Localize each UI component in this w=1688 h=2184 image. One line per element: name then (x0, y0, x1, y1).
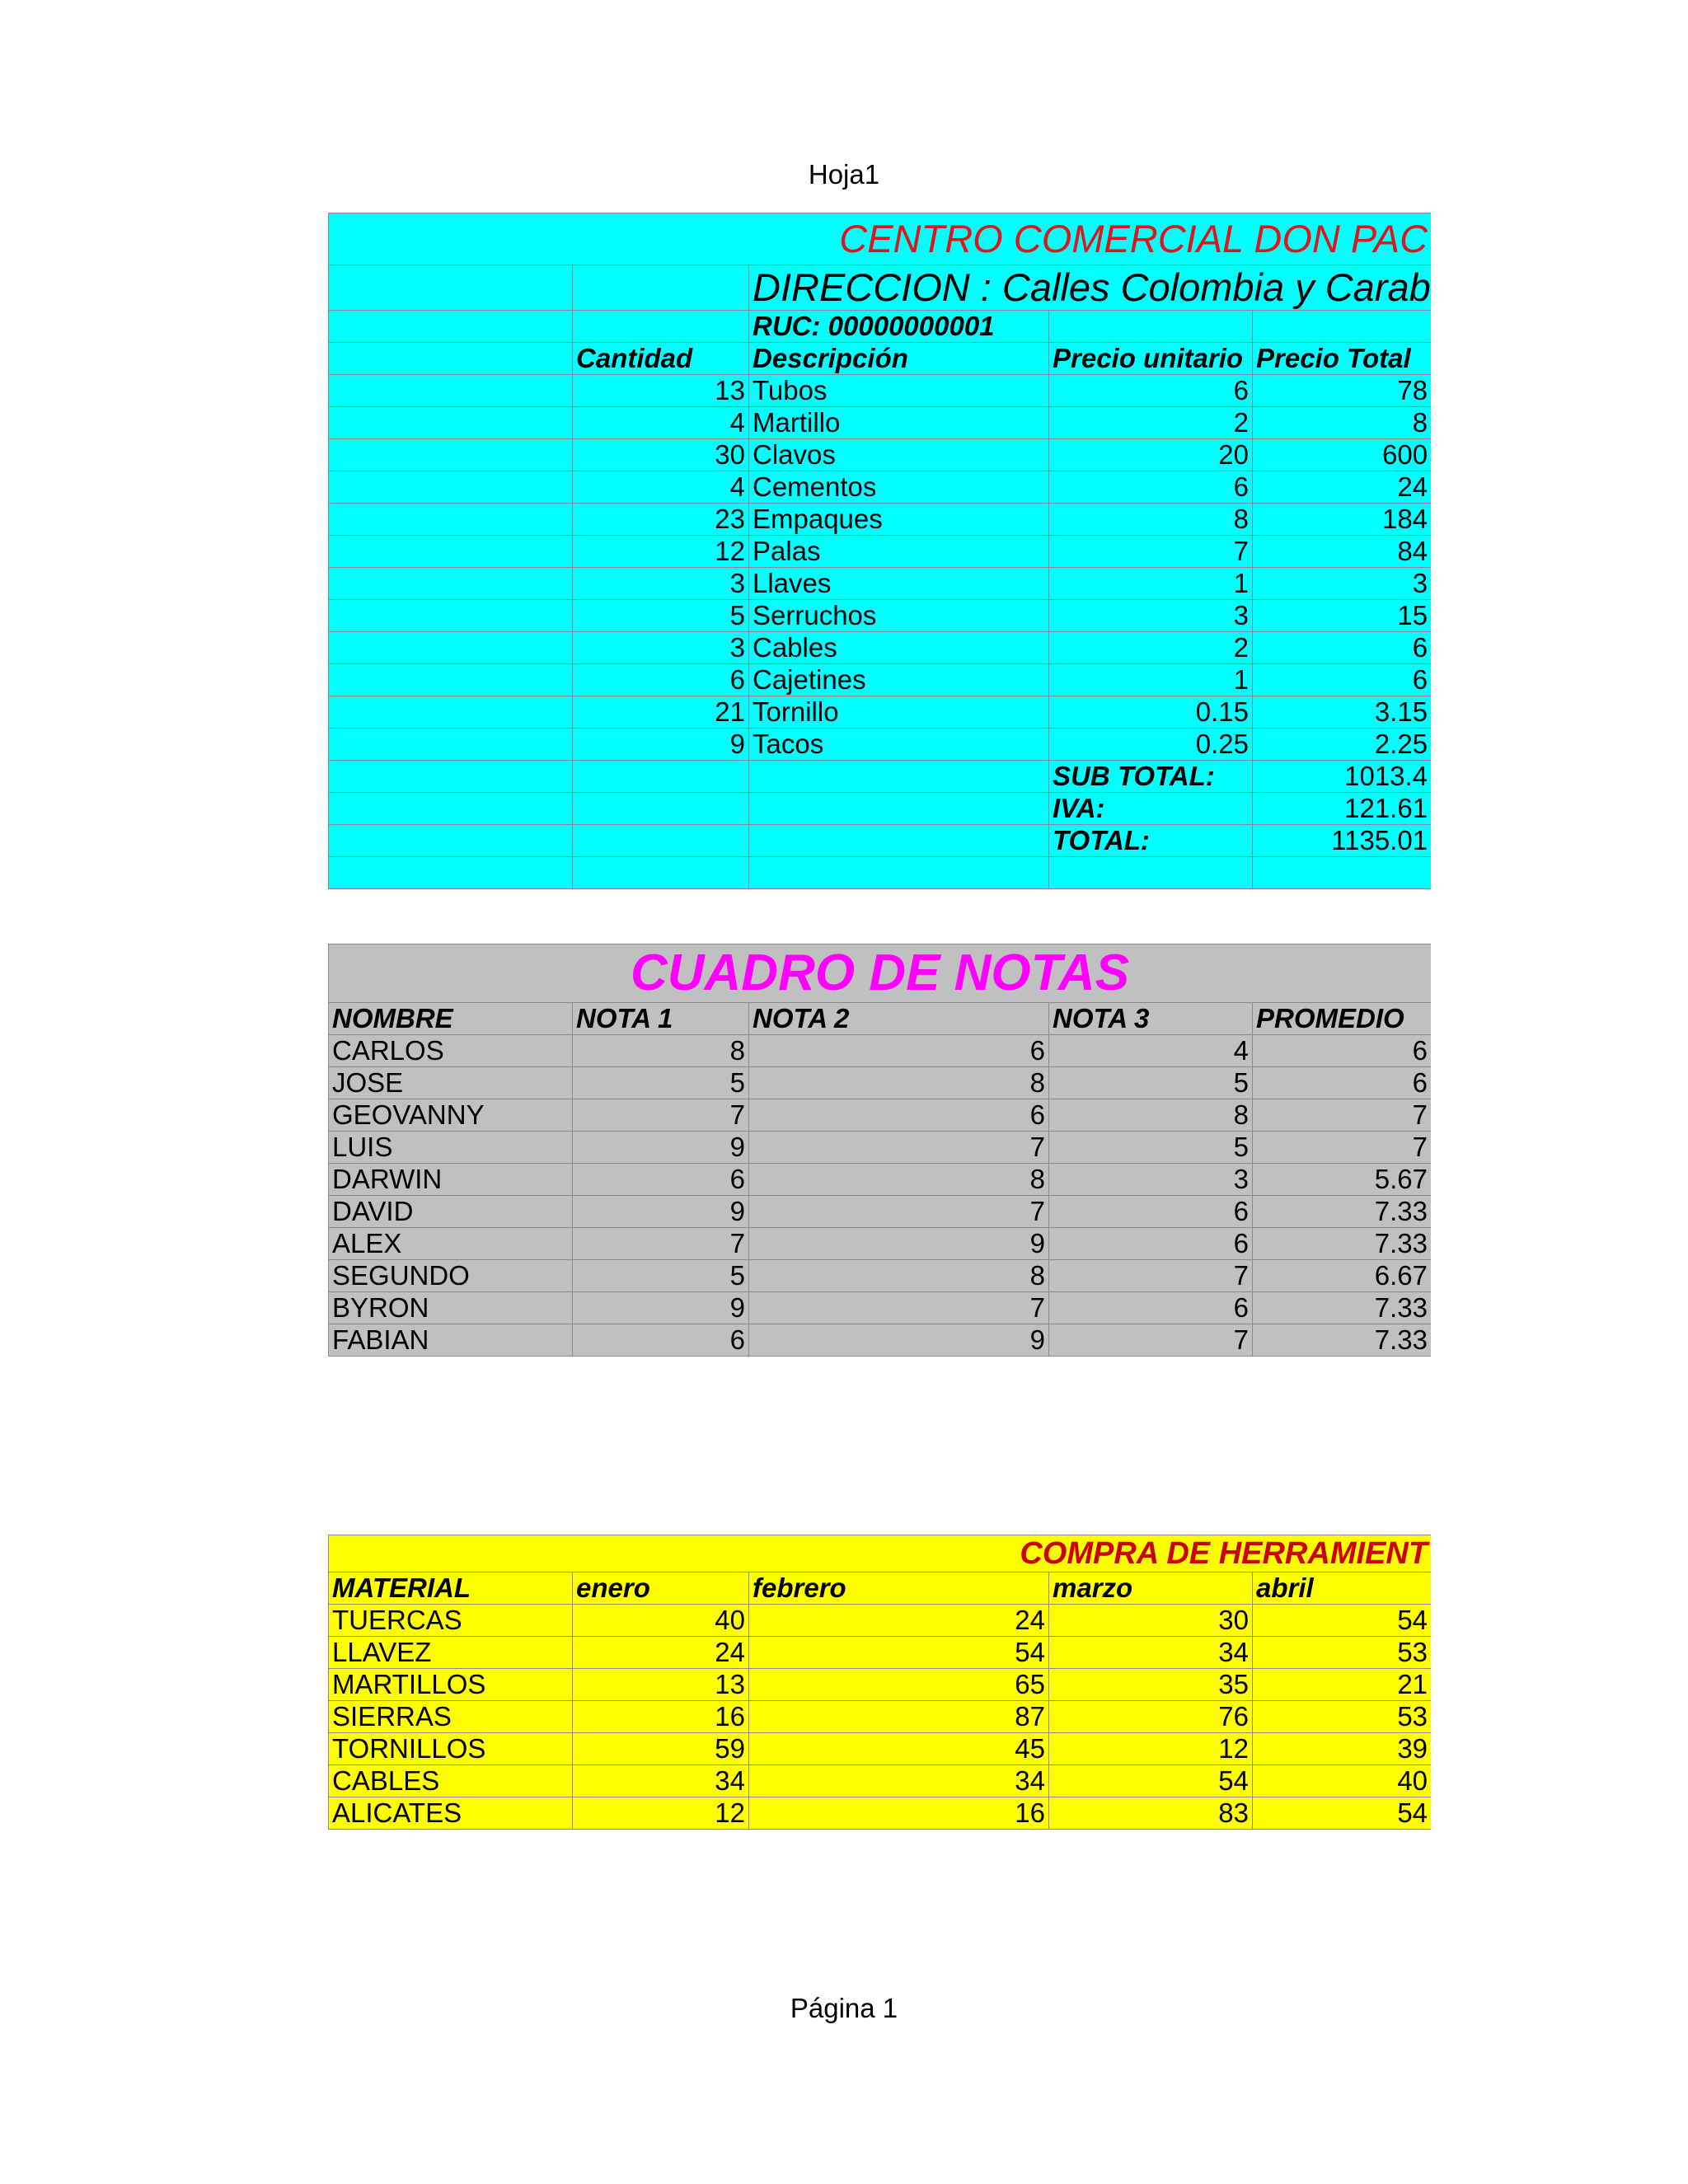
material-name: CABLES (329, 1765, 573, 1797)
month-value: 54 (1253, 1797, 1432, 1830)
qty-cell: 9 (573, 729, 749, 761)
month-value: 16 (749, 1797, 1049, 1830)
student-name: FABIAN (329, 1324, 573, 1357)
grade-value: 8 (1049, 1099, 1253, 1132)
invoice-ruc: RUC: 00000000001 (749, 311, 1049, 343)
purchase-row (329, 1701, 1432, 1733)
invoice-row (329, 664, 1432, 696)
header-enero: enero (573, 1572, 749, 1605)
grade-value: 6 (573, 1324, 749, 1357)
total-value: 1013.4 (1253, 761, 1432, 793)
invoice-title: CENTRO COMERCIAL DON PAC (329, 213, 1432, 265)
month-value: 65 (749, 1669, 1049, 1701)
header-febrero: febrero (749, 1572, 1049, 1605)
month-value: 45 (749, 1733, 1049, 1765)
empty-cell (749, 793, 1049, 825)
description-cell: Palas (749, 536, 1049, 568)
empty-cell (329, 504, 573, 536)
total-price-cell: 6 (1253, 664, 1432, 696)
unit-price-cell: 6 (1049, 471, 1253, 504)
total-price-cell: 8 (1253, 407, 1432, 439)
header-descripcion: Descripción (749, 343, 1049, 375)
header-nota-2: NOTA 2 (749, 1003, 1049, 1035)
month-value: 83 (1049, 1797, 1253, 1830)
empty-cell (329, 761, 573, 793)
student-name: DAVID (329, 1196, 573, 1228)
grade-row (329, 1228, 1432, 1260)
invoice-row (329, 407, 1432, 439)
grade-value: 7 (1049, 1260, 1253, 1292)
grade-row (329, 1196, 1432, 1228)
empty-cell (573, 825, 749, 857)
header-material: MATERIAL (329, 1572, 573, 1605)
total-price-cell: 15 (1253, 600, 1432, 632)
grade-value: 6 (749, 1035, 1049, 1067)
grade-value: 9 (573, 1292, 749, 1324)
description-cell: Clavos (749, 439, 1049, 471)
grade-value: 8 (749, 1164, 1049, 1196)
month-value: 34 (1049, 1637, 1253, 1669)
unit-price-cell: 0.15 (1049, 696, 1253, 729)
total-price-cell: 2.25 (1253, 729, 1432, 761)
grade-value: 5 (573, 1260, 749, 1292)
student-name: CARLOS (329, 1035, 573, 1067)
grade-value: 9 (573, 1196, 749, 1228)
qty-cell: 23 (573, 504, 749, 536)
total-price-cell: 6 (1253, 632, 1432, 664)
empty-cell (329, 407, 573, 439)
empty-cell (749, 825, 1049, 857)
month-value: 30 (1049, 1605, 1253, 1637)
student-name: ALEX (329, 1228, 573, 1260)
grade-value: 3 (1049, 1164, 1253, 1196)
grade-value: 6.67 (1253, 1260, 1432, 1292)
empty-cell (329, 664, 573, 696)
empty-cell (329, 568, 573, 600)
total-price-cell: 3.15 (1253, 696, 1432, 729)
month-value: 34 (749, 1765, 1049, 1797)
material-name: TUERCAS (329, 1605, 573, 1637)
grade-value: 7.33 (1253, 1196, 1432, 1228)
header-cantidad: Cantidad (573, 343, 749, 375)
unit-price-cell: 2 (1049, 407, 1253, 439)
student-name: JOSE (329, 1067, 573, 1099)
invoice-total-row (329, 793, 1432, 825)
month-value: 34 (573, 1765, 749, 1797)
empty-cell (749, 761, 1049, 793)
month-value: 39 (1253, 1733, 1432, 1765)
grade-value: 4 (1049, 1035, 1253, 1067)
month-value: 12 (1049, 1733, 1253, 1765)
header-nombre: NOMBRE (329, 1003, 573, 1035)
empty-cell (329, 825, 573, 857)
unit-price-cell: 7 (1049, 536, 1253, 568)
empty-cell (573, 761, 749, 793)
grade-row (329, 1324, 1432, 1357)
month-value: 76 (1049, 1701, 1253, 1733)
grade-value: 6 (1049, 1228, 1253, 1260)
student-name: SEGUNDO (329, 1260, 573, 1292)
month-value: 54 (1253, 1605, 1432, 1637)
page-header: Hoja1 (808, 159, 880, 190)
month-value: 16 (573, 1701, 749, 1733)
empty-cell (573, 793, 749, 825)
total-label: TOTAL: (1049, 825, 1253, 857)
description-cell: Serruchos (749, 600, 1049, 632)
month-value: 53 (1253, 1637, 1432, 1669)
qty-cell: 4 (573, 471, 749, 504)
qty-cell: 3 (573, 568, 749, 600)
description-cell: Cables (749, 632, 1049, 664)
qty-cell: 21 (573, 696, 749, 729)
grade-value: 5 (1049, 1132, 1253, 1164)
invoice-row (329, 729, 1432, 761)
invoice-total-row (329, 761, 1432, 793)
unit-price-cell: 20 (1049, 439, 1253, 471)
invoice-row (329, 600, 1432, 632)
grade-value: 6 (573, 1164, 749, 1196)
grade-row (329, 1099, 1432, 1132)
month-value: 40 (573, 1605, 749, 1637)
grades-title: CUADRO DE NOTAS (329, 944, 1432, 1003)
grade-value: 5 (573, 1067, 749, 1099)
grade-value: 7.33 (1253, 1324, 1432, 1357)
student-name: DARWIN (329, 1164, 573, 1196)
grade-value: 6 (1049, 1292, 1253, 1324)
grade-value: 6 (1049, 1196, 1253, 1228)
description-cell: Llaves (749, 568, 1049, 600)
grade-value: 6 (749, 1099, 1049, 1132)
grade-value: 7 (573, 1228, 749, 1260)
empty-cell (1253, 857, 1432, 889)
month-value: 54 (1049, 1765, 1253, 1797)
grades-table (328, 944, 1431, 1357)
description-cell: Tubos (749, 375, 1049, 407)
empty-cell (329, 857, 573, 889)
grade-value: 7 (1049, 1324, 1253, 1357)
grade-row (329, 1067, 1432, 1099)
empty-cell (749, 857, 1049, 889)
month-value: 87 (749, 1701, 1049, 1733)
header-precio-unitario: Precio unitario (1049, 343, 1253, 375)
total-price-cell: 24 (1253, 471, 1432, 504)
grade-row (329, 1132, 1432, 1164)
header-precio-total: Precio Total (1253, 343, 1432, 375)
empty-cell (573, 857, 749, 889)
empty-cell (1049, 857, 1253, 889)
month-value: 59 (573, 1733, 749, 1765)
grade-value: 9 (749, 1228, 1049, 1260)
material-name: SIERRAS (329, 1701, 573, 1733)
empty-cell (329, 439, 573, 471)
grade-value: 5 (1049, 1067, 1253, 1099)
header-abril: abril (1253, 1572, 1432, 1605)
month-value: 40 (1253, 1765, 1432, 1797)
empty-cell (329, 632, 573, 664)
invoice-table (328, 213, 1431, 889)
student-name: BYRON (329, 1292, 573, 1324)
grade-value: 9 (573, 1132, 749, 1164)
total-value: 121.61 (1253, 793, 1432, 825)
grade-value: 7.33 (1253, 1228, 1432, 1260)
empty-cell (329, 471, 573, 504)
empty-cell (329, 536, 573, 568)
grade-value: 9 (749, 1324, 1049, 1357)
grade-value: 7 (749, 1132, 1049, 1164)
qty-cell: 30 (573, 439, 749, 471)
grade-value: 7 (573, 1099, 749, 1132)
material-name: TORNILLOS (329, 1733, 573, 1765)
description-cell: Tacos (749, 729, 1049, 761)
grade-value: 7 (749, 1292, 1049, 1324)
unit-price-cell: 3 (1049, 600, 1253, 632)
empty-cell (329, 600, 573, 632)
purchases-title: COMPRA DE HERRAMIENT (329, 1535, 1432, 1572)
purchase-row (329, 1797, 1432, 1830)
qty-cell: 3 (573, 632, 749, 664)
qty-cell: 4 (573, 407, 749, 439)
purchase-row (329, 1637, 1432, 1669)
grade-value: 6 (1253, 1035, 1432, 1067)
empty-cell (329, 729, 573, 761)
header-marzo: marzo (1049, 1572, 1253, 1605)
unit-price-cell: 1 (1049, 568, 1253, 600)
description-cell: Cajetines (749, 664, 1049, 696)
purchase-row (329, 1733, 1432, 1765)
header-nota-3: NOTA 3 (1049, 1003, 1253, 1035)
page-footer: Página 1 (790, 1993, 898, 2023)
empty-cell (329, 696, 573, 729)
month-value: 12 (573, 1797, 749, 1830)
grade-value: 5.67 (1253, 1164, 1432, 1196)
month-value: 53 (1253, 1701, 1432, 1733)
unit-price-cell: 6 (1049, 375, 1253, 407)
purchase-row (329, 1605, 1432, 1637)
total-price-cell: 84 (1253, 536, 1432, 568)
unit-price-cell: 1 (1049, 664, 1253, 696)
description-cell: Cementos (749, 471, 1049, 504)
unit-price-cell: 0.25 (1049, 729, 1253, 761)
purchase-row (329, 1765, 1432, 1797)
grade-row (329, 1292, 1432, 1324)
invoice-total-row (329, 825, 1432, 857)
invoice-row (329, 536, 1432, 568)
invoice-row (329, 504, 1432, 536)
total-price-cell: 600 (1253, 439, 1432, 471)
unit-price-cell: 8 (1049, 504, 1253, 536)
month-value: 13 (573, 1669, 749, 1701)
material-name: ALICATES (329, 1797, 573, 1830)
invoice-row (329, 471, 1432, 504)
total-value: 1135.01 (1253, 825, 1432, 857)
grade-row (329, 1035, 1432, 1067)
month-value: 35 (1049, 1669, 1253, 1701)
month-value: 24 (749, 1605, 1049, 1637)
description-cell: Tornillo (749, 696, 1049, 729)
month-value: 21 (1253, 1669, 1432, 1701)
month-value: 24 (573, 1637, 749, 1669)
grade-value: 7.33 (1253, 1292, 1432, 1324)
grade-value: 7 (1253, 1099, 1432, 1132)
student-name: LUIS (329, 1132, 573, 1164)
month-value: 54 (749, 1637, 1049, 1669)
qty-cell: 12 (573, 536, 749, 568)
grade-value: 8 (749, 1260, 1049, 1292)
total-label: IVA: (1049, 793, 1253, 825)
total-price-cell: 78 (1253, 375, 1432, 407)
grade-value: 7 (749, 1196, 1049, 1228)
header-promedio: PROMEDIO (1253, 1003, 1432, 1035)
invoice-row (329, 696, 1432, 729)
qty-cell: 5 (573, 600, 749, 632)
unit-price-cell: 2 (1049, 632, 1253, 664)
invoice-row (329, 632, 1432, 664)
material-name: MARTILLOS (329, 1669, 573, 1701)
empty-cell (329, 793, 573, 825)
student-name: GEOVANNY (329, 1099, 573, 1132)
material-name: LLAVEZ (329, 1637, 573, 1669)
header-nota-1: NOTA 1 (573, 1003, 749, 1035)
qty-cell: 13 (573, 375, 749, 407)
invoice-row (329, 439, 1432, 471)
grade-value: 8 (749, 1067, 1049, 1099)
empty-cell (329, 375, 573, 407)
purchases-table (328, 1535, 1431, 1830)
total-price-cell: 184 (1253, 504, 1432, 536)
total-price-cell: 3 (1253, 568, 1432, 600)
invoice-row (329, 375, 1432, 407)
grade-row (329, 1164, 1432, 1196)
grade-value: 7 (1253, 1132, 1432, 1164)
invoice-address: DIRECCION : Calles Colombia y Carab (749, 265, 1432, 311)
qty-cell: 6 (573, 664, 749, 696)
total-label: SUB TOTAL: (1049, 761, 1253, 793)
purchase-row (329, 1669, 1432, 1701)
grade-value: 8 (573, 1035, 749, 1067)
description-cell: Empaques (749, 504, 1049, 536)
grade-row (329, 1260, 1432, 1292)
description-cell: Martillo (749, 407, 1049, 439)
grade-value: 6 (1253, 1067, 1432, 1099)
invoice-row (329, 568, 1432, 600)
